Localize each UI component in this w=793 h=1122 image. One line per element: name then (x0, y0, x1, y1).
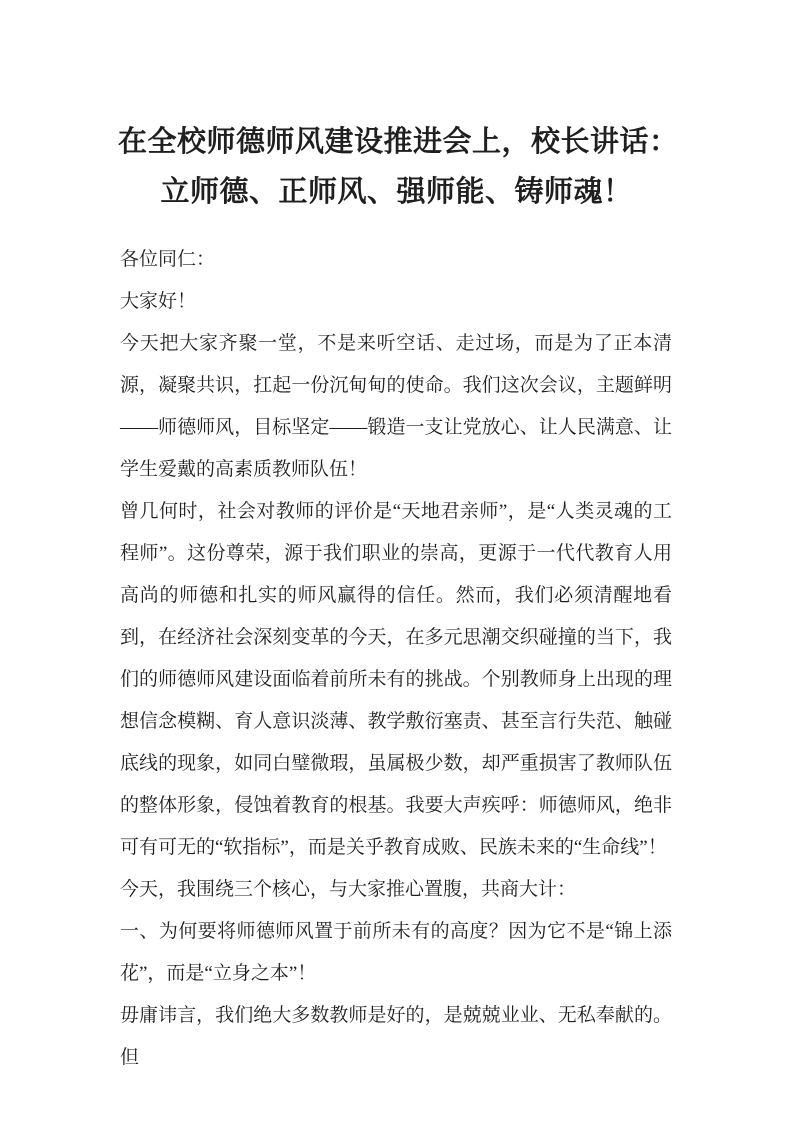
paragraph-three-cores-intro: 今天，我围绕三个核心，与大家推心置腹，共商大计： (120, 879, 577, 900)
document-title (118, 117, 679, 217)
title-line-1: 在全校师德师风建设推进会上，校长讲话： (118, 126, 679, 158)
paragraph-salutation: 各位同仁： (120, 249, 216, 270)
paragraph-greeting: 大家好！ (120, 291, 197, 312)
title-line-2: 立师德、正师风、强师能、铸师魂！ (160, 176, 633, 208)
document-body (120, 239, 672, 1079)
paragraph-section-one-body: 毋庸讳言，我们绝大多数教师是好的，是兢兢业业、无私奉献的。但 (120, 1005, 672, 1068)
paragraph-opening: 今天把大家齐聚一堂，不是来听空话、走过场，而是为了正本清源，凝聚共识，扛起一份沉甸甸的使命。我们这次会议，主题鲜明——师德师风，目标坚定——锻造一支让党放心、让人民满意、让学生爱戴的高素质教师队伍！ (120, 333, 672, 480)
paragraph-context: 曾几何时，社会对教师的评价是“天地君亲师”，是“人类灵魂的工程师”。这份尊荣，源于我们职业的崇高，更源于一代代教育人用高尚的师德和扎实的师风赢得的信任。然而，我们必须清醒地看到，在经济社会深刻变革的今天，在多元思潮交织碰撞的当下，我们的师德师风建设面临着前所未有的挑战。个别教师身上出现的理想信念模糊、育人意识淡薄、教学敷衍塞责、甚至言行失范、触碰底线的现象，如同白璧微瑕，虽属极少数，却严重损害了教师队伍的整体形象，侵蚀着教育的根基。我要大声疾呼：师德师风，绝非可有可无的“软指标”，而是关乎教育成败、民族未来的“生命线”！ (120, 501, 672, 858)
paragraph-section-one-heading: 一、为何要将师德师风置于前所未有的高度？因为它不是“锦上添花”，而是“立身之本”！ (120, 921, 672, 984)
